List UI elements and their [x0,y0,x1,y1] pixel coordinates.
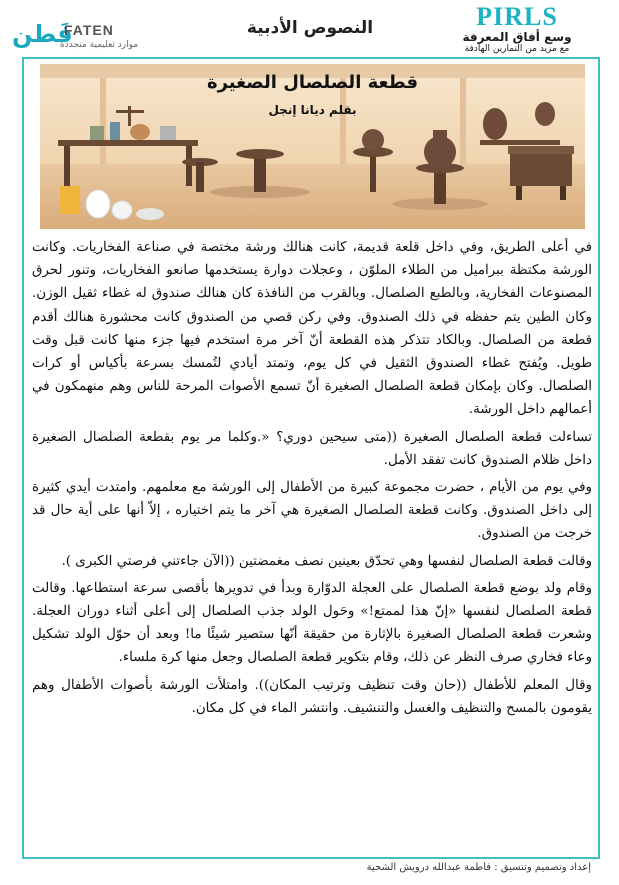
page-header [0,0,619,58]
story-body [32,236,592,724]
paragraph-2: تساءلت قطعة الصلصال الصغيرة ((متى سيحين دوري؟ «.وكلما مر يوم بقطعة الصلصال الصغيرة داخل ظلام الصندوق كانت تفقد الأمل. [32,429,592,468]
pirls-title: PIRLS [476,2,558,31]
paragraph-6: وقال المعلم للأطفال ((حان وقت تنظيف وترتيب المكان)). وامتلأت الورشة بأصوات الأطفال وهم يقومون بالمسح والتنظيف والغسل والتنشيف. وانتشر الماء في كل مكان. [32,677,592,716]
pirls-subslogan: مع مزيد من التمارين الهادفة [464,44,570,54]
faten-tagline: موارد تعليمية متجددة [60,40,139,50]
story-title: قطعة الصلصال الصغيرة [206,72,419,93]
paragraph-4: وقالت قطعة الصلصال لنفسها وهي تحدّق بعينين نصف مغمضتين ((الآن جاءتني فرصتي الكبرى ). [61,553,592,569]
faten-logo [12,20,152,54]
section-title: النصوص الأدبية [246,18,374,38]
footer-credit: إعداد وتصميم وتنسيق : فاطمة عبدالله درويش الشحية [366,862,591,873]
paragraph-1: في أعلى الطريق، وفي داخل قلعة قديمة، كانت هنالك ورشة مختصة في صناعة الفخاريات. وكانت الورشة مكتظة ببراميل من الطلاء الملوّن ، وعجلات دوارة يستخدمها صانعو الفخاريات، وتنور لحرق المصنوعات الفخارية، وبالطبع الصلصال. وبالقرب من النافذة كان هنالك صندوق له غطاء ثقيل الوزن. وكان الطين يتم حفظه في ذلك الصندوق. وفي ركن قصي من الصندوق كانت محشورة هنالك أقدم قطعة من الصلصال. وبالكاد تتذكر هذه القطعة أنّ آخر مرة استخدم فيها جزء منها كانت قبل وقت طويل. ويُفتح غطاء الصندوق الثقيل في كل يوم، وتمتد أيادي لتُمسك بسرعة بأكياس أو كرات الصلصال. وكان بإمكان قطعة الصلصال الصغيرة أنّ تسمع الأصوات المرحة للناس وهم منهمكون في أعمالهم داخل الورشة. [32,240,592,418]
paragraph-3: وفي يوم من الأيام ، حضرت مجموعة كبيرة من الأطفال إلى الورشة مع معلمهم. وامتدت أيدي كثيرة إلى داخل الصندوق. وكانت قطعة الصلصال الصغيرة هي آخر ما يتم اختياره ، إلاّ أنها على أية حال قد خرجت من الصندوق. [32,480,592,542]
pirls-slogan: وسع أفاق المعرفة [462,30,572,44]
faten-english-logo: FATEN [64,22,114,38]
faten-arabic-logo: فَطن [12,20,73,48]
story-byline: بقلم ديانا إنجل [268,103,357,117]
paragraph-5: وقام ولد بوضع قطعة الصلصال على العجلة الدوّارة وبدأ في تدويرها بأقصى سرعة استطاعها. وقالت قطعة الصلصال لنفسها «إنّ هذا لممتع!» وحَول الولد جذب الصلصال إلى أعلى أثناء دوران العجلة. وشعرت قطعة الصلصال الصغيرة بالإثارة من حقيقة أنّها ستصير شيئًا ما! وبعد أن حوّل الولد تشكيل وعاء فخاري صرف النظر عن ذلك، وقام بتكوير قطعة الصلصال وجعل منها كرة ملساء. [32,580,592,666]
pirls-logo [427,4,607,55]
